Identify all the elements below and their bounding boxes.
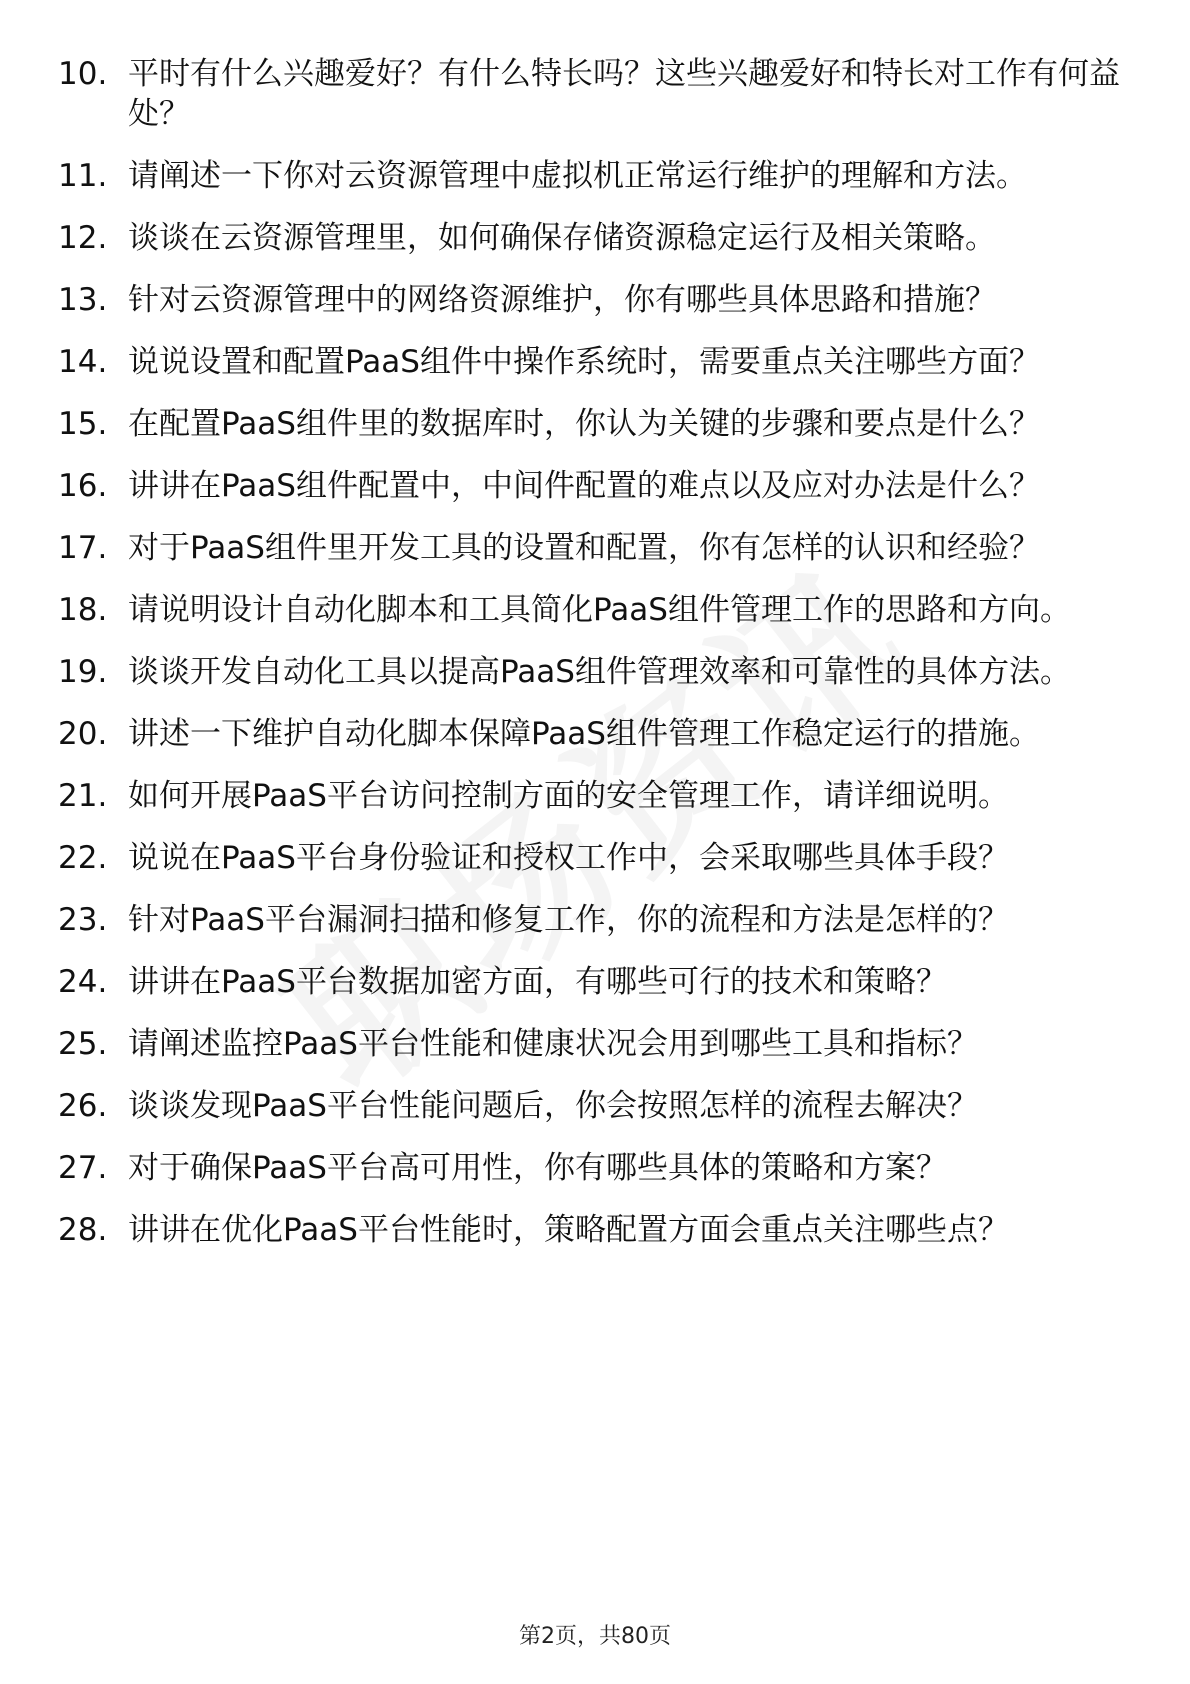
question-item (58, 838, 1128, 878)
question-item (58, 590, 1128, 630)
question-number: 13. (58, 282, 108, 318)
question-text: 说说在PaaS平台身份验证和授权工作中，会采取哪些具体手段？ (128, 840, 1009, 876)
question-text: 谈谈在云资源管理里，如何确保存储资源稳定运行及相关策略。 (128, 220, 996, 256)
question-text: 谈谈开发自动化工具以提高PaaS组件管理效率和可靠性的具体方法。 (128, 654, 1071, 690)
question-text: 请阐述一下你对云资源管理中虚拟机正常运行维护的理解和方法。 (128, 158, 1027, 194)
question-number: 19. (58, 654, 108, 690)
question-text: 讲述一下维护自动化脚本保障PaaS组件管理工作稳定运行的措施。 (128, 716, 1040, 752)
question-number: 18. (58, 592, 108, 628)
question-text: 平时有什么兴趣爱好？有什么特长吗？这些兴趣爱好和特长对工作有何益处？ (128, 56, 1120, 132)
question-item (58, 776, 1128, 816)
question-number: 24. (58, 964, 108, 1000)
question-number: 16. (58, 468, 108, 504)
question-item (58, 466, 1128, 506)
question-number: 14. (58, 344, 108, 380)
question-item (58, 1024, 1128, 1064)
question-item (58, 1210, 1128, 1250)
question-text: 讲讲在PaaS平台数据加密方面，有哪些可行的技术和策略？ (128, 964, 947, 1000)
question-number: 25. (58, 1026, 108, 1062)
question-text: 对于PaaS组件里开发工具的设置和配置，你有怎样的认识和经验？ (128, 530, 1040, 566)
question-number: 17. (58, 530, 108, 566)
question-number: 10. (58, 56, 108, 92)
question-number: 11. (58, 158, 108, 194)
question-text: 说说设置和配置PaaS组件中操作系统时，需要重点关注哪些方面？ (128, 344, 1040, 380)
question-item (58, 280, 1128, 320)
question-text: 针对PaaS平台漏洞扫描和修复工作，你的流程和方法是怎样的？ (128, 902, 1009, 938)
question-item (58, 156, 1128, 196)
question-item (58, 54, 1128, 134)
question-text: 讲讲在优化PaaS平台性能时，策略配置方面会重点关注哪些点？ (128, 1212, 1009, 1248)
question-text: 如何开展PaaS平台访问控制方面的安全管理工作，请详细说明。 (128, 778, 1009, 814)
question-number: 26. (58, 1088, 108, 1124)
question-item (58, 1086, 1128, 1126)
question-item (58, 218, 1128, 258)
question-item (58, 528, 1128, 568)
question-number: 12. (58, 220, 108, 256)
question-number: 15. (58, 406, 108, 442)
question-text: 讲讲在PaaS组件配置中，中间件配置的难点以及应对办法是什么？ (128, 468, 1040, 504)
question-text: 针对云资源管理中的网络资源维护，你有哪些具体思路和措施？ (128, 282, 996, 318)
question-text: 对于确保PaaS平台高可用性，你有哪些具体的策略和方案？ (128, 1150, 947, 1186)
question-number: 20. (58, 716, 108, 752)
question-text: 在配置PaaS组件里的数据库时，你认为关键的步骤和要点是什么？ (128, 406, 1040, 442)
question-item (58, 342, 1128, 382)
question-item (58, 652, 1128, 692)
question-list (58, 54, 1128, 1272)
question-number: 22. (58, 840, 108, 876)
question-text: 请阐述监控PaaS平台性能和健康状况会用到哪些工具和指标？ (128, 1026, 978, 1062)
question-number: 28. (58, 1212, 108, 1248)
question-number: 27. (58, 1150, 108, 1186)
question-number: 21. (58, 778, 108, 814)
question-text: 请说明设计自动化脚本和工具简化PaaS组件管理工作的思路和方向。 (128, 592, 1071, 628)
page-indicator: 第2页，共80页 (519, 1624, 671, 1649)
question-item (58, 962, 1128, 1002)
question-item (58, 714, 1128, 754)
question-text: 谈谈发现PaaS平台性能问题后，你会按照怎样的流程去解决？ (128, 1088, 978, 1124)
question-item (58, 1148, 1128, 1188)
question-item (58, 900, 1128, 940)
question-number: 23. (58, 902, 108, 938)
question-item (58, 404, 1128, 444)
